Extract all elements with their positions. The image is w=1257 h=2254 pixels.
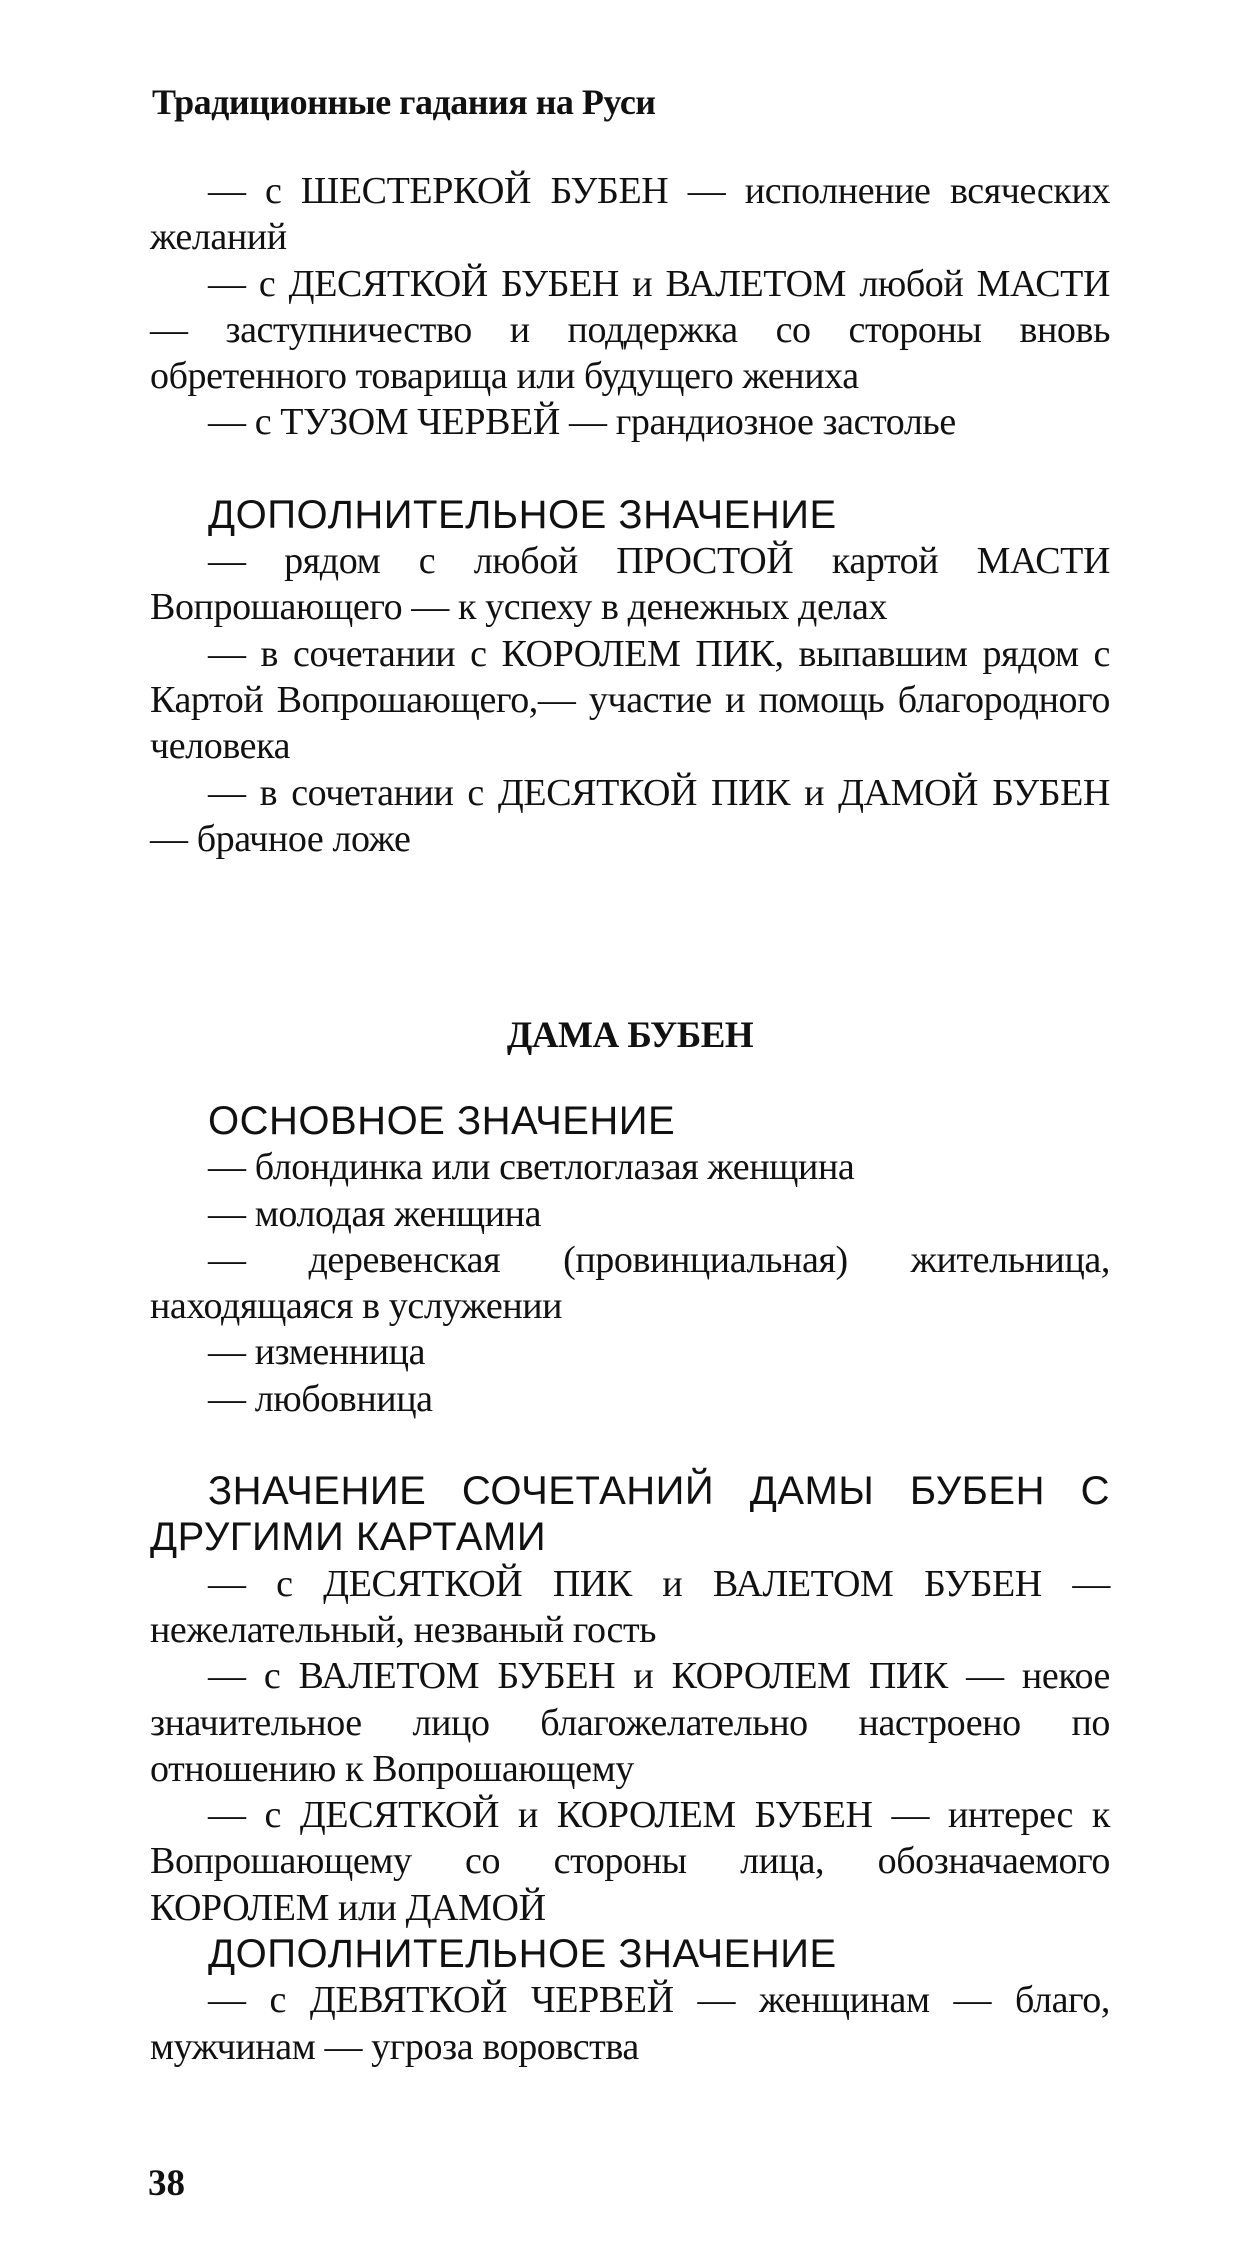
- meaning-item: — с ТУЗОМ ЧЕРВЕЙ — грандиозное застолье: [208, 401, 956, 444]
- section-title: ДАМА БУБЕН: [506, 1015, 754, 1056]
- page-number: 38: [148, 2163, 185, 2204]
- meaning-item: — изменница: [208, 1331, 426, 1374]
- meaning-item: — деревенская (провинциальная) жительница, находящаяся в услужении: [150, 1238, 1110, 1328]
- meaning-item: — блондинка или светлоглазая женщина: [208, 1146, 855, 1189]
- meaning-item: — с ВАЛЕТОМ БУБЕН и КОРОЛЕМ ПИК — некое значительное лицо благожелательно настроено по отношению к Вопрошающему: [150, 1655, 1110, 1790]
- running-head: Традиционные гадания на Руси: [152, 82, 656, 122]
- meaning-item: — в сочетании с КОРОЛЕМ ПИК, выпавшим рядом с Картой Вопрошающего,— участие и помощь благородного человека: [150, 632, 1110, 768]
- meaning-item: — рядом с любой ПРОСТОЙ картой МАСТИ Вопрошающего — к успеху в денежных делах: [150, 540, 1110, 629]
- meaning-item: — с ШЕСТЕРКОЙ БУБЕН — исполнение всяческих желаний: [150, 170, 1110, 259]
- meaning-item: — с ДЕСЯТКОЙ и КОРОЛЕМ БУБЕН — интерес к Вопрошающему со стороны лица, обозначаемого КОРОЛЕМ или ДАМОЙ: [150, 1794, 1110, 1929]
- subheading: ДОПОЛНИТЕЛЬНОЕ ЗНАЧЕНИЕ: [208, 1932, 837, 1977]
- paragraph-gap: [150, 1422, 1110, 1468]
- meaning-item: — с ДЕСЯТКОЙ БУБЕН и ВАЛЕТОМ любой МАСТИ — заступничество и поддержка со стороны вновь обретенного товарища или будущего жениха: [150, 262, 1110, 398]
- paragraph-gap: [150, 446, 1110, 492]
- text-block-top: [150, 168, 1110, 862]
- meaning-item: — с ДЕСЯТКОЙ ПИК и ВАЛЕТОМ БУБЕН — нежелательный, незваный гость: [150, 1562, 1110, 1651]
- meaning-item: — любовница: [208, 1377, 433, 1420]
- subheading: ЗНАЧЕНИЕ СОЧЕТАНИЙ ДАМЫ БУБЕН С ДРУГИМИ КАРТАМИ: [150, 1469, 1110, 1560]
- text-block-bottom: [150, 1098, 1110, 2070]
- meaning-item: — в сочетании с ДЕСЯТКОЙ ПИК и ДАМОЙ БУБЕН — брачное ложе: [150, 771, 1110, 860]
- subheading: ДОПОЛНИТЕЛЬНОЕ ЗНАЧЕНИЕ: [208, 492, 837, 537]
- subheading: ОСНОВНОЕ ЗНАЧЕНИЕ: [208, 1099, 676, 1143]
- meaning-item: — молодая женщина: [208, 1192, 542, 1235]
- meaning-item: — с ДЕВЯТКОЙ ЧЕРВЕЙ — женщинам — благо, мужчинам — угроза воровства: [150, 1979, 1110, 2068]
